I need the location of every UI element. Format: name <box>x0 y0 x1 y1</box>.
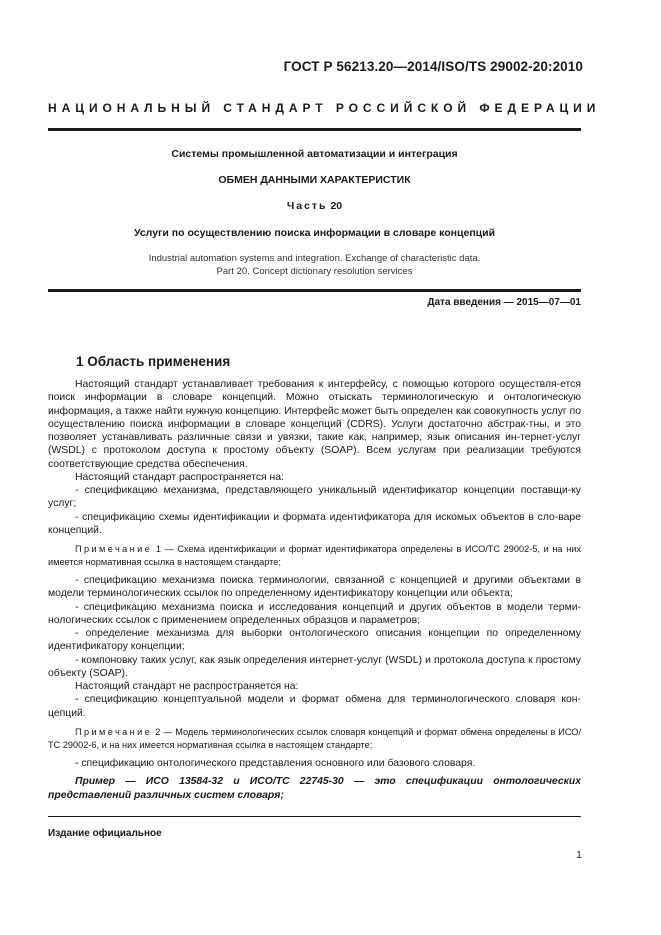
series-title: Системы промышленной автоматизации и интеграция <box>171 148 458 160</box>
list-item: - спецификацию концептуальной модели и формат обмена для терминологического словаря кон-цепций. <box>48 694 581 719</box>
list-item: - спецификацию механизма поиска терминологии, связанной с концепцией и другими объектами в модели терминологических ссылок по определенному идентификатору концепции или объекта; <box>48 575 581 600</box>
official-edition-label: Издание официальное <box>48 828 162 839</box>
list-item: - компоновку таких услуг, как язык определения интернет-услуг (WSDL) и протокола доступа к простому объекту (SOAP). <box>48 654 581 679</box>
top-rule <box>48 128 581 131</box>
title-bottom-rule <box>48 289 581 292</box>
section-body <box>48 378 581 802</box>
page-number: 1 <box>576 849 582 861</box>
section-title: 1 Область применения <box>76 354 231 369</box>
note-label: Примечание <box>75 544 153 554</box>
list-item: - спецификацию механизма поиска и исследования концепций и других объектов в модели терми-нологических ссылок с применением определенных образцов и параметров; <box>48 601 581 626</box>
note-1 <box>48 543 581 568</box>
note-text: 2 — Модель терминологических ссылок словаря концепций и формат обмена определены в ИСО/ТС 29002-6, и на них имеется нормативная ссылка в настоящем стандарте; <box>48 726 581 750</box>
list-item: - спецификацию онтологического представления основного или базового словаря. <box>75 758 476 770</box>
note-label: Примечание <box>75 726 153 737</box>
note-text: 1 — Схема идентификации и формат идентификатора определены в ИСО/ТС 29002-5, и на них имеется нормативная ссылка в настоящем стандарте; <box>48 544 581 567</box>
main-title: ОБМЕН ДАННЫМИ ХАРАКТЕРИСТИК <box>218 174 411 186</box>
document-number: ГОСТ Р 56213.20—2014/ISO/TS 29002-20:2010 <box>283 59 583 74</box>
introduction-date: Дата введения — 2015—07—01 <box>427 297 581 308</box>
paragraph: Настоящий стандарт устанавливает требования к интерфейсу, с помощью которого осуществля-ется поиск информации в словаре концепций. Можно отыскать терминологическую и онтологическую информация, а также найти нужную концепцию. Интерфейс может быть определен как совокупность услуг по осуществлению поиска информации в словаре концепций (CDRS). Услуги достаточно абстрак-тны, и это позволяет устанавливать различные связи и увязки, такие как, например, язык описания ин-тернет-услуг (WSDL) с протоколом доступа к простому объекту (SOAP). Всем услугам при реализации требуются соответствующие средства обеспечения. <box>48 379 581 470</box>
paragraph: Настоящий стандарт распространяется на: <box>75 471 284 483</box>
list-item: - определение механизма для выборки онтологического описания концепции по определенному идентификатору концепции; <box>48 628 581 653</box>
list-item: - спецификацию схемы идентификации и формата идентификатора для искомых объектов в сло-варе концепций. <box>48 511 581 536</box>
part-title <box>48 200 581 212</box>
national-standard-heading: НАЦИОНАЛЬНЫЙ СТАНДАРТ РОССИЙСКОЙ ФЕДЕРАЦИИ <box>48 101 601 115</box>
part-word: Часть <box>286 200 328 212</box>
footer-rule <box>48 816 581 817</box>
english-title-line-1: Industrial automation systems and integration. Exchange of characteristic data. <box>148 253 481 264</box>
subtitle: Услуги по осуществлению поиска информации в словаре концепций <box>133 227 496 239</box>
paragraph: Настоящий стандарт не распространяется на: <box>75 681 299 693</box>
english-title-line-2: Part 20. Concept dictionary resolution services <box>216 266 413 277</box>
list-item: - спецификацию механизма, представляющего уникальный идентификатор концепции поставщи-ку услуг; <box>48 485 581 510</box>
note-2 <box>48 726 581 751</box>
example: Пример — ИСО 13584-32 и ИСО/ТС 22745-30 — это спецификации онтологических представлений различных систем словаря; <box>48 776 581 801</box>
part-number: 20 <box>330 200 343 212</box>
